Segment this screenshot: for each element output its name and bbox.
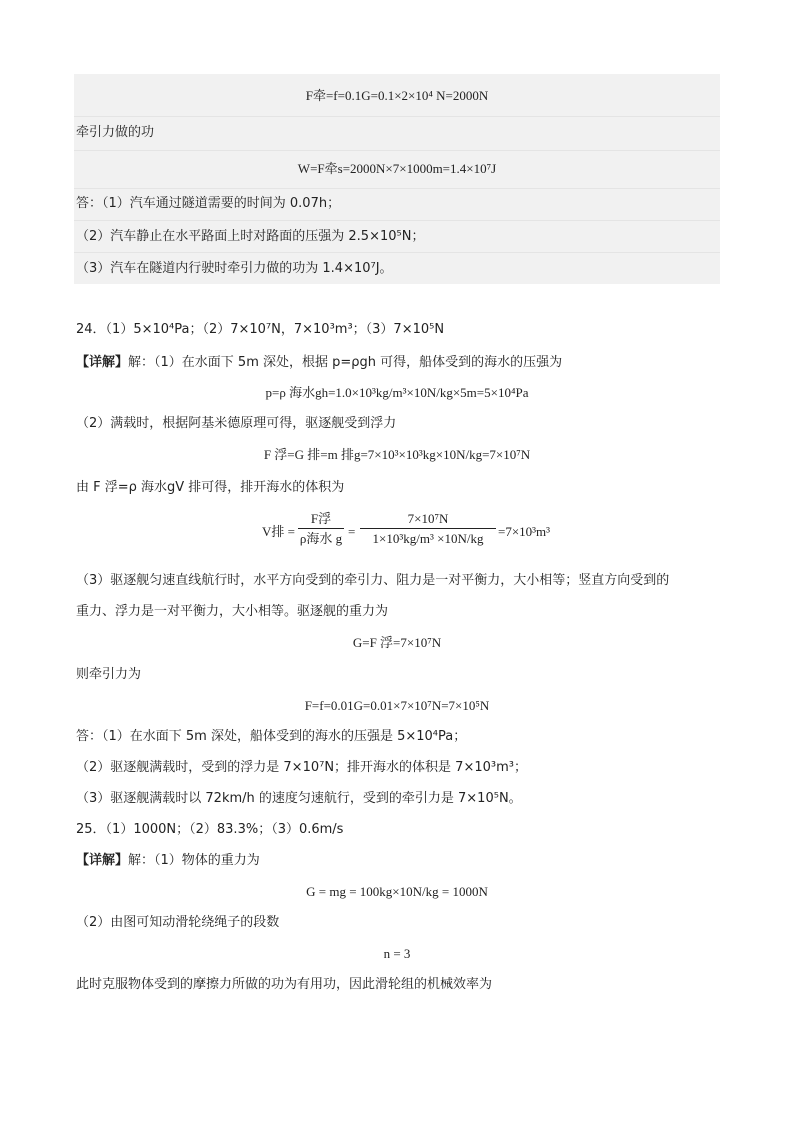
q25-part2: （2）由图可知动滑轮绕绳子的段数 [76, 915, 280, 930]
equals-sign: = [348, 524, 356, 539]
row-divider [74, 150, 720, 151]
fraction-1-denominator: ρ海水 g [299, 531, 343, 546]
label-traction-work: 牵引力做的功 [76, 125, 155, 140]
fraction-2-numerator: 7×10⁷N [407, 511, 449, 526]
fraction-2 [360, 510, 496, 547]
equation-work: W=F牵s=2000N×7×1000m=1.4×10⁷J [297, 161, 497, 176]
q25-header: 25．（1）1000N；（2）83.3%；（3）0.6m/s [76, 822, 344, 837]
answer-line-2: （2）汽车静止在水平路面上时对路面的压强为 2.5×10⁵N； [76, 229, 425, 244]
q24-traction-label: 则牵引力为 [76, 667, 142, 682]
row-divider [74, 252, 720, 253]
q24-header: 24．（1）5×10⁴Pa；（2）7×10⁷N，7×10³m³；（3）7×10⁵N [76, 322, 445, 337]
equation-rope-segments: n = 3 [383, 946, 411, 961]
q24-detail [76, 354, 562, 372]
q24-detail-text: 解：（1）在水面下 5m 深处，根据 p=ρgh 可得，船体受到的海水的压强为 [128, 355, 563, 370]
equation-object-gravity: G = mg = 100kg×10N/kg = 1000N [306, 884, 488, 899]
detail-tag: 【详解】 [76, 355, 129, 370]
q24-part2b: 由 F 浮=ρ 海水gV 排可得，排开海水的体积为 [76, 480, 345, 495]
row-divider [74, 188, 720, 189]
q24-answer-3: （3）驱逐舰满载时以 72km/h 的速度匀速航行，受到的牵引力是 7×10⁵N。 [76, 791, 522, 806]
q25-part3: 此时克服物体受到的摩擦力所做的功为有用功，因此滑轮组的机械效率为 [76, 977, 493, 992]
detail-tag: 【详解】 [76, 853, 129, 868]
q25-detail-text: 解：（1）物体的重力为 [128, 853, 260, 868]
q24-answer-1: 答：（1）在水面下 5m 深处，船体受到的海水的压强是 5×10⁴Pa； [76, 729, 467, 744]
q24-part3-line2: 重力、浮力是一对平衡力，大小相等。驱逐舰的重力为 [76, 604, 389, 619]
equation-traction-force: F牵=f=0.1G=0.1×2×10⁴ N=2000N [305, 88, 489, 103]
equation-buoyancy: F 浮=G 排=m 排g=7×10³×10³kg×10N/kg=7×10⁷N [263, 447, 531, 462]
equation-gravity: G=F 浮=7×10⁷N [352, 635, 442, 650]
equation-traction: F=f=0.01G=0.01×7×10⁷N=7×10⁵N [304, 698, 490, 713]
row-divider [74, 116, 720, 117]
q25-detail [76, 852, 260, 870]
q24-part2: （2）满载时，根据阿基米德原理可得，驱逐舰受到浮力 [76, 416, 397, 431]
fraction-1-numerator: F浮 [310, 511, 332, 526]
fraction-lhs: V排 = [262, 524, 295, 539]
row-divider [74, 220, 720, 221]
equation-pressure: p=ρ 海水gh=1.0×10³kg/m³×10N/kg×5m=5×10⁴Pa [265, 385, 529, 400]
answer-line-1: 答：（1）汽车通过隧道需要的时间为 0.07h； [76, 196, 341, 211]
answer-line-3: （3）汽车在隧道内行驶时牵引力做的功为 1.4×10⁷J。 [76, 261, 393, 276]
fraction-2-denominator: 1×10³kg/m³ ×10N/kg [372, 531, 484, 546]
fraction-result: =7×10³m³ [498, 524, 551, 539]
q24-part3-line1: （3）驱逐舰匀速直线航行时，水平方向受到的牵引力、阻力是一对平衡力，大小相等；竖直方向受到的 [76, 573, 670, 588]
q24-answer-2: （2）驱逐舰满载时，受到的浮力是 7×10⁷N；排开海水的体积是 7×10³m³； [76, 760, 527, 775]
fraction-1 [298, 510, 344, 547]
